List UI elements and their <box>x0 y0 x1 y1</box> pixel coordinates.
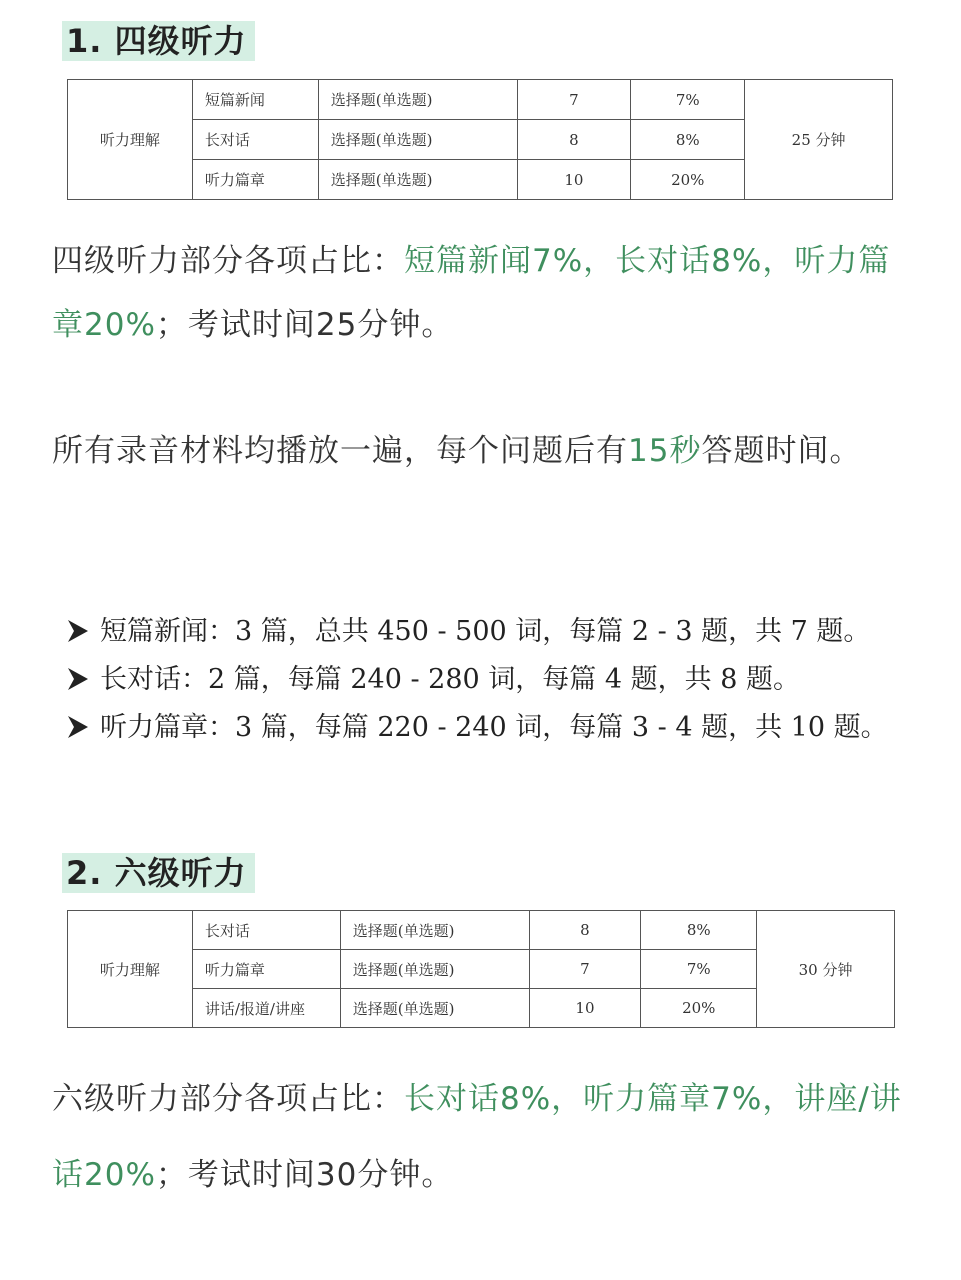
cet6-summary-text <box>52 1061 922 1213</box>
time-cell: 30 分钟 <box>757 911 895 1028</box>
arrow-bullet-icon <box>66 618 90 644</box>
count-cell: 10 <box>529 989 641 1028</box>
section-heading-cet4: 1. 四级听力 <box>62 21 255 61</box>
summary-tail: ；考试时间30分钟。 <box>155 1157 454 1193</box>
list-item-text: 短篇新闻：3 篇，总共 450 - 500 词，每篇 2 - 3 题，共 7 题。 <box>100 616 871 647</box>
cet4-note-text <box>52 419 922 483</box>
part-cell: 长对话 <box>192 120 318 160</box>
part-cell: 讲话/报道/讲座 <box>192 989 340 1028</box>
table-row <box>68 911 895 950</box>
list-item <box>66 704 946 752</box>
note-highlight: 15秒 <box>628 433 702 469</box>
summary-highlight: 短篇新闻7%，长对话8%，听力篇章20% <box>52 243 891 343</box>
list-item <box>66 608 946 656</box>
percent-cell: 20% <box>641 989 757 1028</box>
part-cell: 听力篇章 <box>192 950 340 989</box>
note-tail: 答题时间。 <box>701 433 862 469</box>
arrow-bullet-icon <box>66 714 90 740</box>
list-item-text: 长对话：2 篇，每篇 240 - 280 词，每篇 4 题，共 8 题。 <box>100 664 800 695</box>
cet4-score-table <box>67 79 893 200</box>
cet6-score-table <box>67 910 895 1028</box>
type-cell: 选择题(单选题) <box>318 80 517 120</box>
count-cell: 8 <box>517 120 631 160</box>
count-cell: 8 <box>529 911 641 950</box>
part-cell: 长对话 <box>192 911 340 950</box>
list-item <box>66 656 946 704</box>
part-cell: 听力篇章 <box>192 160 318 200</box>
type-cell: 选择题(单选题) <box>318 120 517 160</box>
part-cell: 短篇新闻 <box>192 80 318 120</box>
summary-highlight: 长对话8%，听力篇章7%，讲座/讲话20% <box>52 1081 902 1193</box>
type-cell: 选择题(单选题) <box>340 989 529 1028</box>
section-label-cell: 听力理解 <box>68 911 193 1028</box>
percent-cell: 8% <box>631 120 745 160</box>
count-cell: 10 <box>517 160 631 200</box>
list-item-text: 听力篇章：3 篇，每篇 220 - 240 词，每篇 3 - 4 题，共 10 题。 <box>100 712 888 743</box>
cet4-detail-list <box>66 608 946 752</box>
table-row <box>68 80 893 120</box>
type-cell: 选择题(单选题) <box>340 911 529 950</box>
arrow-bullet-icon <box>66 666 90 692</box>
percent-cell: 7% <box>641 950 757 989</box>
note-lead: 所有录音材料均播放一遍，每个问题后有 <box>52 433 628 469</box>
percent-cell: 7% <box>631 80 745 120</box>
summary-tail: ；考试时间25分钟。 <box>155 307 454 343</box>
time-cell: 25 分钟 <box>745 80 893 200</box>
section-heading-cet6: 2. 六级听力 <box>62 853 255 893</box>
type-cell: 选择题(单选题) <box>318 160 517 200</box>
cet4-summary-text <box>52 229 922 357</box>
percent-cell: 8% <box>641 911 757 950</box>
percent-cell: 20% <box>631 160 745 200</box>
section-label-cell: 听力理解 <box>68 80 193 200</box>
count-cell: 7 <box>517 80 631 120</box>
summary-lead: 四级听力部分各项占比： <box>52 243 404 279</box>
type-cell: 选择题(单选题) <box>340 950 529 989</box>
summary-lead: 六级听力部分各项占比： <box>52 1081 404 1117</box>
count-cell: 7 <box>529 950 641 989</box>
